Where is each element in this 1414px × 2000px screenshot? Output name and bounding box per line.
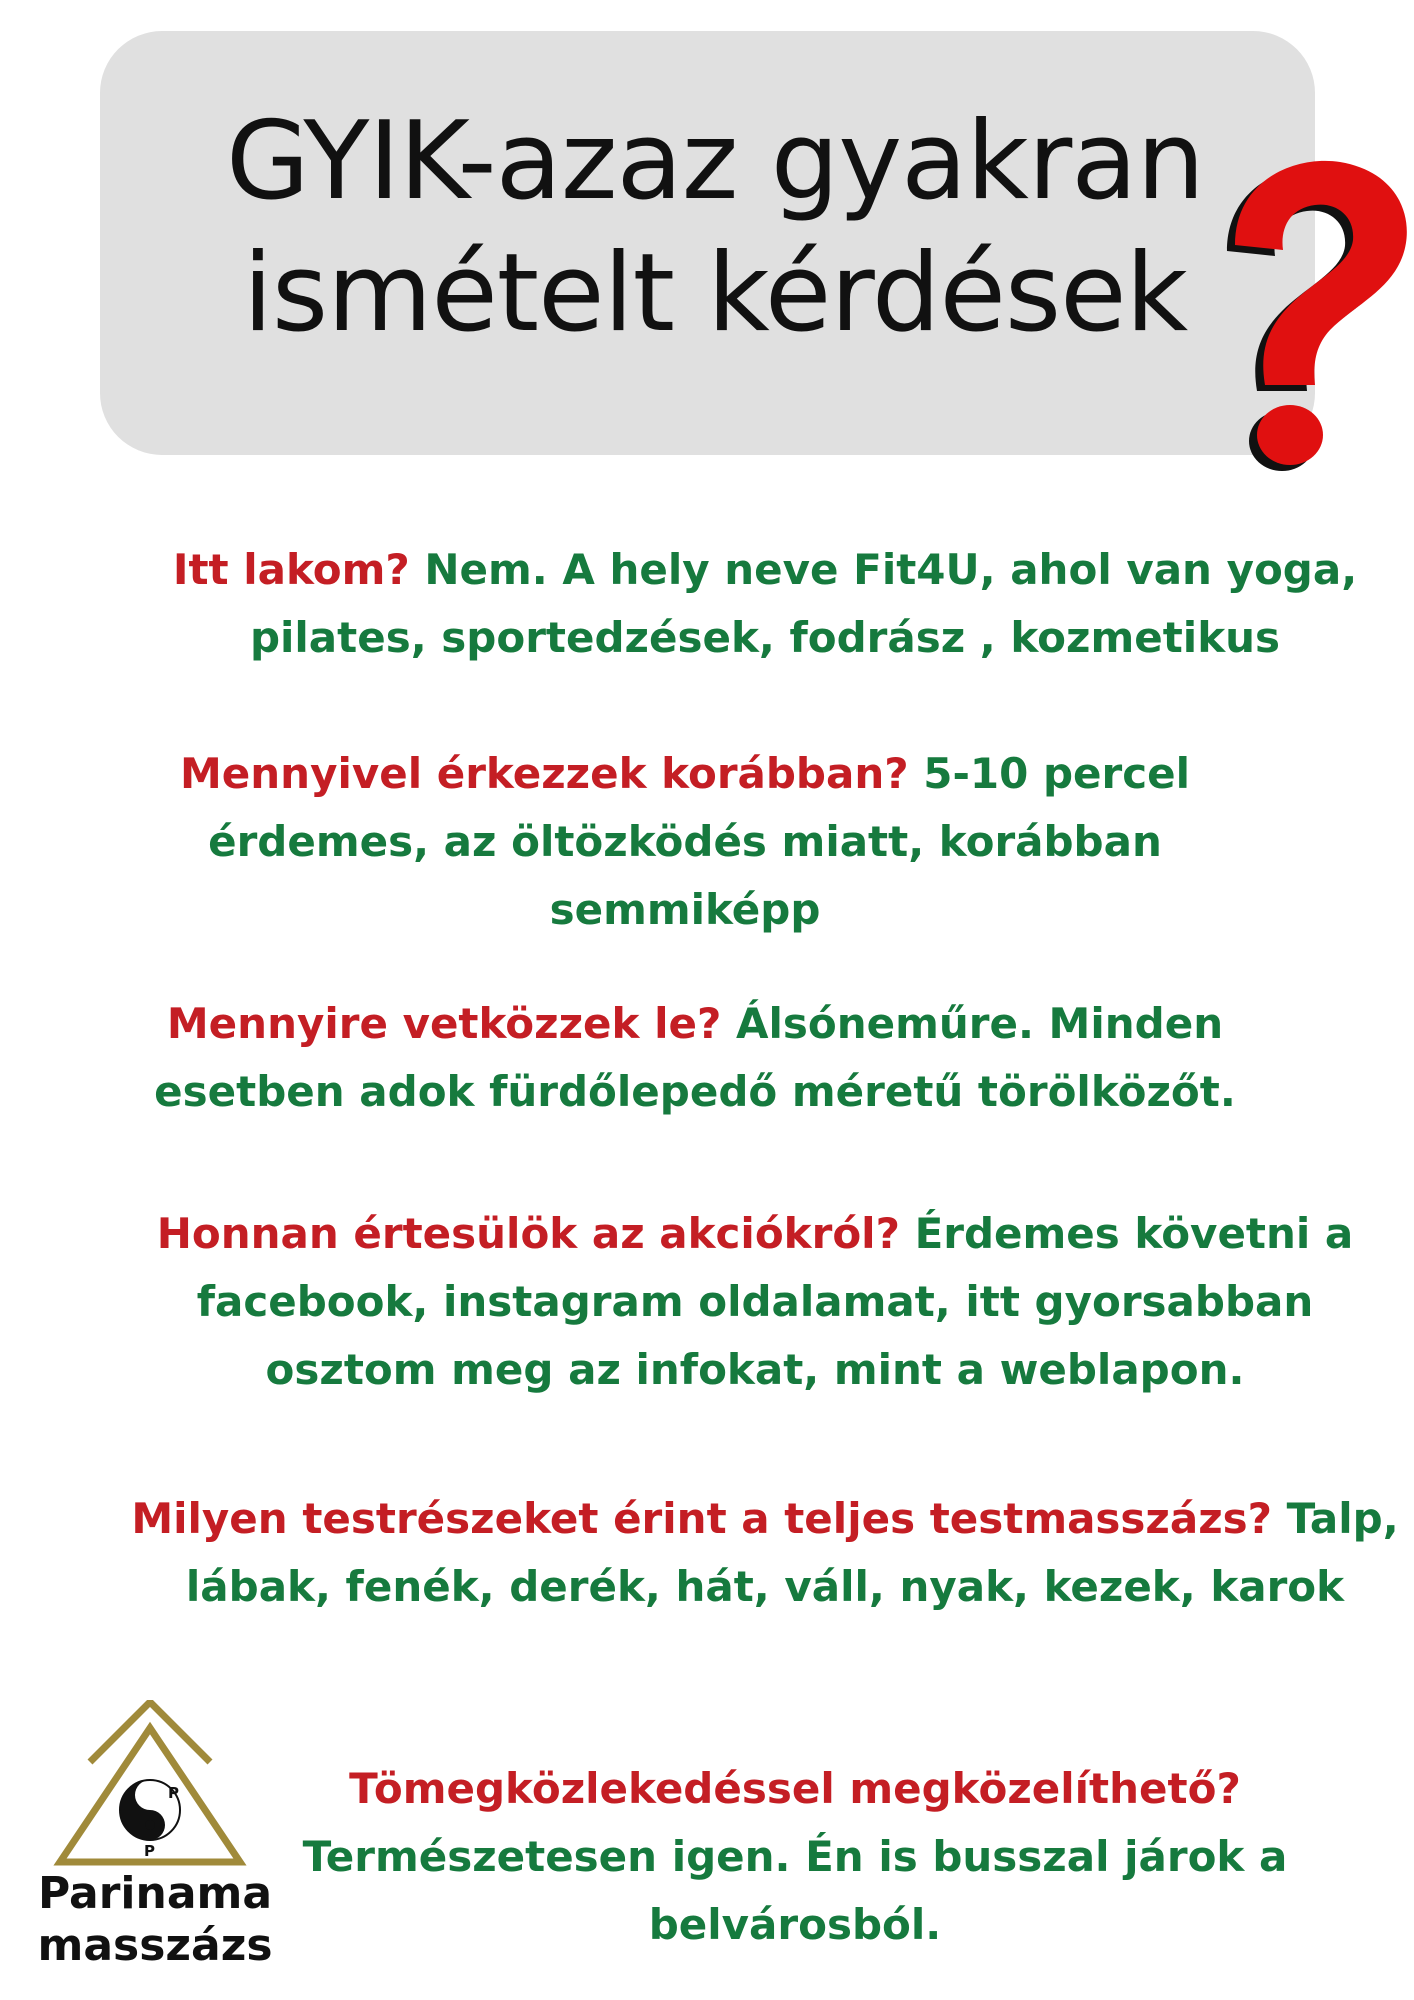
- question-mark-icon: [1165, 150, 1414, 480]
- faq-item-6: [270, 1755, 1320, 1959]
- logo-letter-top: P: [168, 1784, 179, 1802]
- faq-question: Mennyire vetközzek le?: [166, 999, 722, 1048]
- page-title-line-2: ismételt kérdések: [242, 231, 1188, 356]
- faq-item-2: [110, 740, 1260, 944]
- title-box: [100, 31, 1315, 455]
- faq-item-4: [120, 1200, 1390, 1404]
- faq-answer: Természetesen igen. Én is busszal járok a belvárosból.: [302, 1832, 1288, 1949]
- faq-question: Itt lakom?: [172, 545, 410, 594]
- triangle-yin-yang-icon: [50, 1700, 250, 1870]
- logo-name-line-2: masszázs: [37, 1920, 273, 1971]
- faq-item-5: [130, 1485, 1400, 1621]
- faq-question: Tömegközlekedéssel megközelíthető?: [349, 1764, 1241, 1813]
- faq-answer: Nem. A hely neve Fit4U, ahol van yoga, pilates, sportedzések, fodrász , kozmetikus: [249, 545, 1358, 662]
- faq-answer: 5-10 percel érdemes, az öltözködés miatt, korábban semmiképp: [208, 749, 1190, 934]
- faq-item-1: [130, 536, 1400, 672]
- faq-question: Milyen testrészeket érint a teljes testmasszázs?: [131, 1494, 1273, 1543]
- faq-answer: Álsóneműre. Minden esetben adok fürdőlepedő méretű törölközőt.: [154, 999, 1236, 1116]
- faq-question: Mennyivel érkezzek korábban?: [180, 749, 909, 798]
- page-title-line-1: GYIK-azaz gyakran: [226, 99, 1204, 224]
- faq-item-3: [120, 990, 1270, 1126]
- logo-name-line-1: Parinama: [37, 1868, 273, 1919]
- faq-answer: Érdemes követni a facebook, instagram oldalamat, itt gyorsabban osztom meg az infokat, mint a weblapon.: [196, 1209, 1354, 1394]
- faq-answer: Talp, lábak, fenék, derék, hát, váll, nyak, kezek, karok: [185, 1494, 1399, 1611]
- logo: [20, 1700, 290, 1980]
- faq-question: Honnan értesülök az akciókról?: [156, 1209, 900, 1258]
- logo-name: [20, 1868, 290, 1972]
- logo-letter-bottom: P: [144, 1842, 155, 1860]
